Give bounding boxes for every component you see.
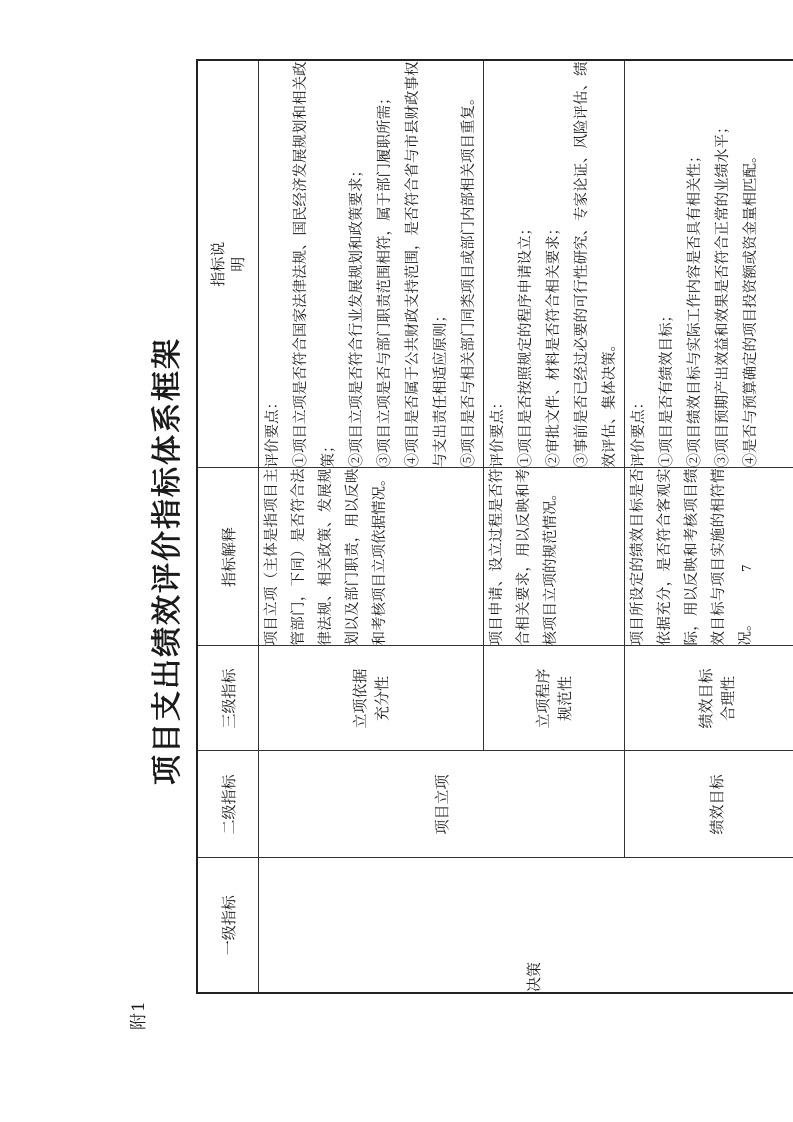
description-cell bbox=[259, 60, 484, 468]
level1-cell: 决策 bbox=[259, 858, 793, 993]
level3-name-line2: 合理性 bbox=[718, 676, 737, 722]
explanation-cell: 项目立项（主体是指项目主管部门，下同）是否符合法律法规、相关政策、发展规划以及部门职责，用以反映和考核项目立项依据情况。 bbox=[259, 468, 484, 646]
table-header-row bbox=[197, 60, 259, 993]
description-line: ③项目立项是否与部门职责范围相符，属于部门履职所需； bbox=[377, 90, 393, 468]
description-cell bbox=[484, 60, 625, 468]
attachment-label: 附1 bbox=[129, 1000, 149, 1030]
description-line: 评价要点： bbox=[490, 395, 506, 468]
header-level3: 三级指标 bbox=[197, 646, 259, 751]
page-title: 项目支出绩效评价指标体系框架 bbox=[150, 337, 185, 785]
header-explanation: 指标解释 bbox=[197, 468, 259, 646]
description-line: ②项目立项是否符合行业发展规划和政策要求； bbox=[349, 163, 365, 468]
description-line: 评价要点： bbox=[631, 395, 647, 468]
description-line: ①项目是否按照规定的程序申请设立； bbox=[518, 221, 534, 468]
level3-name-line2: 充分性 bbox=[373, 676, 391, 722]
description-line: 评价要点： bbox=[265, 395, 281, 468]
header-description bbox=[197, 60, 259, 468]
table-row bbox=[259, 60, 484, 993]
explanation-cell: 项目所设定的绩效目标是否依据充分，是否符合客观实际，用以反映和考核项目绩效目标与项目实施的相符情况。 bbox=[625, 468, 793, 646]
description-line: ⑤项目是否与相关部门同类项目或部门内部相关项目重复。 bbox=[461, 90, 477, 468]
description-line: ③事前是否已经过必要的可行性研究、专家论证、风险评估、绩效评估、集体决策。 bbox=[574, 61, 618, 468]
level3-cell bbox=[625, 646, 793, 751]
level3-name-line2: 规范性 bbox=[556, 676, 574, 722]
header-description-line1: 指标说 bbox=[209, 241, 227, 287]
header-level1: 一级指标 bbox=[197, 858, 259, 993]
description-line: ②项目绩效目标与实际工作内容是否具有相关性； bbox=[687, 148, 703, 468]
page-number: 7 bbox=[740, 564, 754, 572]
level2-cell-performance-goals: 绩效目标 bbox=[625, 751, 793, 858]
description-line: ④项目是否属于公共财政支持范围，是否符合省与市县财政事权与支出责任相适应原则； bbox=[405, 61, 449, 468]
explanation-cell: 项目申请、设立过程是否符合相关要求，用以反映和考核项目立项的规范情况。 bbox=[484, 468, 625, 646]
level3-cell bbox=[484, 646, 625, 751]
level3-cell bbox=[259, 646, 484, 751]
description-cell bbox=[625, 60, 793, 468]
level3-name-line1: 立项程序 bbox=[534, 668, 552, 729]
level3-name-line1: 立项依据 bbox=[351, 668, 369, 729]
description-line: ④是否与预算确定的项目投资额或资金量相匹配。 bbox=[743, 148, 759, 468]
level2-cell-project-setup: 项目立项 bbox=[259, 751, 625, 858]
indicator-framework-table bbox=[196, 59, 793, 994]
description-line: ①项目立项是否符合国家法律法规、国民经济发展规划和相关政策； bbox=[293, 61, 337, 468]
description-line: ②审批文件、材料是否符合相关要求； bbox=[546, 221, 562, 468]
header-level2: 二级指标 bbox=[197, 751, 259, 858]
description-line: ①项目是否有绩效目标； bbox=[659, 308, 675, 468]
table-row bbox=[625, 60, 793, 993]
description-line: ③项目预期产出效益和效果是否符合正常的业绩水平； bbox=[715, 119, 731, 468]
level3-name-line1: 绩效目标 bbox=[696, 668, 715, 729]
header-description-line2: 明 bbox=[229, 256, 247, 272]
